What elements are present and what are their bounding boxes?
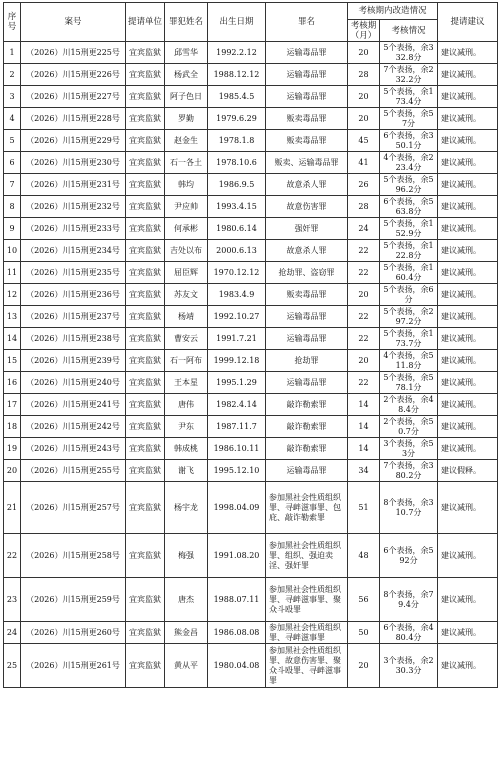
table-row <box>4 64 498 86</box>
cell-case-number: （2026）川15刑更239号 <box>21 350 126 372</box>
cell-crime: 故意杀人罪 <box>266 174 348 196</box>
table-row <box>4 86 498 108</box>
cell-suggestion: 建议减刑。 <box>438 394 498 416</box>
cell-unit: 宜宾监狱 <box>126 372 165 394</box>
cell-prisoner-name: 黄从平 <box>165 644 208 688</box>
cell-unit: 宜宾监狱 <box>126 42 165 64</box>
cell-case-number: （2026）川15刑更240号 <box>21 372 126 394</box>
cell-suggestion: 建议减刑。 <box>438 644 498 688</box>
cell-suggestion: 建议减刑。 <box>438 416 498 438</box>
cell-row-index: 12 <box>4 284 21 306</box>
cell-assessment-months: 14 <box>348 416 380 438</box>
table-row <box>4 42 498 64</box>
table-row <box>4 284 498 306</box>
cell-prisoner-name: 熊金昌 <box>165 622 208 644</box>
cell-prisoner-name: 韩成桃 <box>165 438 208 460</box>
cell-crime: 贩卖毒品罪 <box>266 130 348 152</box>
cell-assessment-months: 28 <box>348 196 380 218</box>
cell-suggestion: 建议减刑。 <box>438 622 498 644</box>
cell-prisoner-name: 杨靖 <box>165 306 208 328</box>
cell-case-number: （2026）川15刑更237号 <box>21 306 126 328</box>
cell-prisoner-name: 王本星 <box>165 372 208 394</box>
cell-birth-date: 1995.12.10 <box>208 460 266 482</box>
cell-unit: 宜宾监狱 <box>126 262 165 284</box>
cell-unit: 宜宾监狱 <box>126 86 165 108</box>
cell-suggestion: 建议减刑。 <box>438 152 498 174</box>
cell-prisoner-name: 唐杰 <box>165 578 208 622</box>
cell-assessment-months: 41 <box>348 152 380 174</box>
table-row <box>4 262 498 284</box>
cell-case-number: （2026）川15刑更236号 <box>21 284 126 306</box>
cell-prisoner-name: 赵金生 <box>165 130 208 152</box>
header-suggestion: 提请建议 <box>438 3 498 42</box>
cell-prisoner-name: 梅强 <box>165 534 208 578</box>
cell-crime: 运输毒品罪 <box>266 86 348 108</box>
cell-assessment-detail: 5个表扬，余122.8分 <box>380 240 438 262</box>
cell-case-number: （2026）川15刑更259号 <box>21 578 126 622</box>
cell-assessment-months: 22 <box>348 306 380 328</box>
cell-assessment-detail: 6个表扬，余480.4分 <box>380 622 438 644</box>
cell-unit: 宜宾监狱 <box>126 578 165 622</box>
cell-suggestion: 建议减刑。 <box>438 372 498 394</box>
cell-assessment-months: 20 <box>348 108 380 130</box>
cell-assessment-months: 24 <box>348 218 380 240</box>
cell-assessment-months: 56 <box>348 578 380 622</box>
cell-unit: 宜宾监狱 <box>126 218 165 240</box>
cell-suggestion: 建议减刑。 <box>438 306 498 328</box>
table-row <box>4 174 498 196</box>
cell-birth-date: 1986.10.11 <box>208 438 266 460</box>
table-row <box>4 460 498 482</box>
cell-row-index: 15 <box>4 350 21 372</box>
cell-assessment-detail: 5个表扬，余6分 <box>380 284 438 306</box>
cell-case-number: （2026）川15刑更257号 <box>21 482 126 534</box>
table-row <box>4 416 498 438</box>
cell-birth-date: 1982.4.14 <box>208 394 266 416</box>
cell-case-number: （2026）川15刑更238号 <box>21 328 126 350</box>
cell-birth-date: 1985.4.5 <box>208 86 266 108</box>
table-row <box>4 152 498 174</box>
table-row <box>4 644 498 688</box>
cell-row-index: 10 <box>4 240 21 262</box>
cell-assessment-detail: 6个表扬，余350.1分 <box>380 130 438 152</box>
cell-birth-date: 1998.04.09 <box>208 482 266 534</box>
cell-assessment-detail: 5个表扬，余297.2分 <box>380 306 438 328</box>
table-row <box>4 196 498 218</box>
table-row <box>4 438 498 460</box>
table-body <box>4 42 498 688</box>
cell-birth-date: 1988.12.12 <box>208 64 266 86</box>
table-row <box>4 350 498 372</box>
cell-crime: 贩卖、运输毒品罪 <box>266 152 348 174</box>
cell-row-index: 14 <box>4 328 21 350</box>
cell-row-index: 16 <box>4 372 21 394</box>
header-detail: 考核情况 <box>380 20 438 42</box>
cell-assessment-months: 20 <box>348 42 380 64</box>
cell-crime: 抢劫罪 <box>266 350 348 372</box>
cell-prisoner-name: 石一各土 <box>165 152 208 174</box>
cell-case-number: （2026）川15刑更228号 <box>21 108 126 130</box>
cell-assessment-detail: 3个表扬，余53分 <box>380 438 438 460</box>
cell-assessment-months: 20 <box>348 284 380 306</box>
cell-assessment-detail: 8个表扬，余79.4分 <box>380 578 438 622</box>
cell-birth-date: 1995.1.29 <box>208 372 266 394</box>
cell-assessment-detail: 5个表扬，余332.8分 <box>380 42 438 64</box>
cell-assessment-months: 51 <box>348 482 380 534</box>
table-row <box>4 394 498 416</box>
cell-prisoner-name: 邱雪华 <box>165 42 208 64</box>
commutation-table <box>3 2 498 688</box>
cell-crime: 参加黑社会性质组织罪、寻衅滋事罪、聚众斗殴罪 <box>266 578 348 622</box>
cell-case-number: （2026）川15刑更241号 <box>21 394 126 416</box>
cell-unit: 宜宾监狱 <box>126 64 165 86</box>
cell-birth-date: 2000.6.13 <box>208 240 266 262</box>
cell-crime: 抢劫罪、盗窃罪 <box>266 262 348 284</box>
cell-crime: 运输毒品罪 <box>266 306 348 328</box>
table-row <box>4 372 498 394</box>
cell-birth-date: 1978.10.6 <box>208 152 266 174</box>
cell-assessment-detail: 2个表扬，余48.4分 <box>380 394 438 416</box>
cell-assessment-months: 14 <box>348 438 380 460</box>
cell-row-index: 19 <box>4 438 21 460</box>
cell-assessment-months: 22 <box>348 262 380 284</box>
cell-suggestion: 建议减刑。 <box>438 86 498 108</box>
cell-suggestion: 建议减刑。 <box>438 130 498 152</box>
cell-unit: 宜宾监狱 <box>126 152 165 174</box>
cell-prisoner-name: 苏友文 <box>165 284 208 306</box>
cell-assessment-months: 34 <box>348 460 380 482</box>
cell-suggestion: 建议减刑。 <box>438 534 498 578</box>
cell-row-index: 4 <box>4 108 21 130</box>
cell-unit: 宜宾监狱 <box>126 622 165 644</box>
cell-unit: 宜宾监狱 <box>126 534 165 578</box>
cell-unit: 宜宾监狱 <box>126 174 165 196</box>
cell-crime: 运输毒品罪 <box>266 64 348 86</box>
cell-prisoner-name: 阿子色日 <box>165 86 208 108</box>
cell-crime: 敲诈勒索罪 <box>266 416 348 438</box>
cell-crime: 参加黑社会性质组织罪、寻衅滋事罪 <box>266 622 348 644</box>
cell-assessment-detail: 5个表扬，余173.7分 <box>380 328 438 350</box>
cell-birth-date: 1986.9.5 <box>208 174 266 196</box>
cell-case-number: （2026）川15刑更230号 <box>21 152 126 174</box>
header-crime: 罪名 <box>266 3 348 42</box>
cell-assessment-detail: 5个表扬，余578.1分 <box>380 372 438 394</box>
cell-row-index: 24 <box>4 622 21 644</box>
cell-prisoner-name: 尹应帅 <box>165 196 208 218</box>
cell-assessment-months: 20 <box>348 86 380 108</box>
cell-assessment-detail: 6个表扬，余563.8分 <box>380 196 438 218</box>
cell-assessment-detail: 4个表扬，余223.4分 <box>380 152 438 174</box>
cell-suggestion: 建议减刑。 <box>438 438 498 460</box>
cell-prisoner-name: 屈臣辉 <box>165 262 208 284</box>
cell-birth-date: 1979.6.29 <box>208 108 266 130</box>
cell-assessment-detail: 6个表扬，余592分 <box>380 534 438 578</box>
cell-assessment-detail: 8个表扬，余310.7分 <box>380 482 438 534</box>
cell-birth-date: 1999.12.18 <box>208 350 266 372</box>
cell-crime: 敲诈勒索罪 <box>266 438 348 460</box>
cell-prisoner-name: 唐伟 <box>165 394 208 416</box>
cell-birth-date: 1991.7.21 <box>208 328 266 350</box>
cell-crime: 强奸罪 <box>266 218 348 240</box>
cell-unit: 宜宾监狱 <box>126 394 165 416</box>
cell-assessment-months: 45 <box>348 130 380 152</box>
cell-suggestion: 建议减刑。 <box>438 64 498 86</box>
cell-assessment-detail: 7个表扬，余232.2分 <box>380 64 438 86</box>
cell-case-number: （2026）川15刑更260号 <box>21 622 126 644</box>
cell-row-index: 20 <box>4 460 21 482</box>
cell-birth-date: 1978.1.8 <box>208 130 266 152</box>
cell-row-index: 6 <box>4 152 21 174</box>
cell-crime: 参加黑社会性质组织罪、寻衅滋事罪、包庇、敲诈勒索罪 <box>266 482 348 534</box>
cell-assessment-months: 14 <box>348 394 380 416</box>
cell-crime: 运输毒品罪 <box>266 460 348 482</box>
cell-case-number: （2026）川15刑更261号 <box>21 644 126 688</box>
cell-crime: 运输毒品罪 <box>266 328 348 350</box>
cell-case-number: （2026）川15刑更243号 <box>21 438 126 460</box>
cell-row-index: 2 <box>4 64 21 86</box>
cell-row-index: 18 <box>4 416 21 438</box>
cell-crime: 故意杀人罪 <box>266 240 348 262</box>
header-case-number: 案号 <box>21 3 126 42</box>
cell-assessment-months: 20 <box>348 350 380 372</box>
cell-suggestion: 建议减刑。 <box>438 218 498 240</box>
cell-birth-date: 1970.12.12 <box>208 262 266 284</box>
cell-row-index: 22 <box>4 534 21 578</box>
cell-crime: 故意伤害罪 <box>266 196 348 218</box>
cell-crime: 运输毒品罪 <box>266 42 348 64</box>
table-row <box>4 534 498 578</box>
cell-assessment-months: 26 <box>348 174 380 196</box>
cell-case-number: （2026）川15刑更227号 <box>21 86 126 108</box>
cell-row-index: 3 <box>4 86 21 108</box>
header-period: 考核期（月） <box>348 20 380 42</box>
table-row <box>4 482 498 534</box>
cell-unit: 宜宾监狱 <box>126 328 165 350</box>
cell-birth-date: 1987.11.7 <box>208 416 266 438</box>
cell-assessment-detail: 5个表扬，余57分 <box>380 108 438 130</box>
cell-suggestion: 建议减刑。 <box>438 42 498 64</box>
cell-row-index: 13 <box>4 306 21 328</box>
cell-row-index: 23 <box>4 578 21 622</box>
cell-birth-date: 1988.07.11 <box>208 578 266 622</box>
cell-unit: 宜宾监狱 <box>126 416 165 438</box>
cell-prisoner-name: 尹东 <box>165 416 208 438</box>
cell-birth-date: 1993.4.15 <box>208 196 266 218</box>
cell-case-number: （2026）川15刑更234号 <box>21 240 126 262</box>
header-index: 序号 <box>4 3 21 42</box>
cell-prisoner-name: 韩均 <box>165 174 208 196</box>
cell-crime: 参加黑社会性质组织罪、组织、强迫卖淫、强奸罪 <box>266 534 348 578</box>
cell-prisoner-name: 杨宇龙 <box>165 482 208 534</box>
cell-row-index: 17 <box>4 394 21 416</box>
cell-birth-date: 1991.08.20 <box>208 534 266 578</box>
header-assessment-group: 考核期内改造情况 <box>348 3 438 20</box>
cell-row-index: 25 <box>4 644 21 688</box>
cell-suggestion: 建议减刑。 <box>438 350 498 372</box>
cell-row-index: 7 <box>4 174 21 196</box>
cell-birth-date: 1983.4.9 <box>208 284 266 306</box>
cell-row-index: 21 <box>4 482 21 534</box>
table-row <box>4 306 498 328</box>
cell-prisoner-name: 罗勤 <box>165 108 208 130</box>
cell-case-number: （2026）川15刑更255号 <box>21 460 126 482</box>
cell-crime: 参加黑社会性质组织罪、故意伤害罪、聚众斗殴罪、寻衅滋事罪 <box>266 644 348 688</box>
cell-prisoner-name: 杨武全 <box>165 64 208 86</box>
cell-suggestion: 建议减刑。 <box>438 284 498 306</box>
cell-assessment-detail: 5个表扬，余596.2分 <box>380 174 438 196</box>
cell-case-number: （2026）川15刑更225号 <box>21 42 126 64</box>
cell-birth-date: 1980.04.08 <box>208 644 266 688</box>
cell-case-number: （2026）川15刑更258号 <box>21 534 126 578</box>
table-row <box>4 218 498 240</box>
cell-assessment-detail: 5个表扬，余152.9分 <box>380 218 438 240</box>
cell-prisoner-name: 石一阿布 <box>165 350 208 372</box>
cell-prisoner-name: 曹安云 <box>165 328 208 350</box>
cell-assessment-months: 22 <box>348 240 380 262</box>
cell-birth-date: 1986.08.08 <box>208 622 266 644</box>
table-row <box>4 622 498 644</box>
cell-birth-date: 1992.2.12 <box>208 42 266 64</box>
table-row <box>4 240 498 262</box>
cell-suggestion: 建议减刑。 <box>438 482 498 534</box>
cell-case-number: （2026）川15刑更229号 <box>21 130 126 152</box>
cell-assessment-months: 48 <box>348 534 380 578</box>
cell-assessment-detail: 4个表扬，余511.8分 <box>380 350 438 372</box>
cell-suggestion: 建议假释。 <box>438 460 498 482</box>
cell-unit: 宜宾监狱 <box>126 460 165 482</box>
cell-suggestion: 建议减刑。 <box>438 240 498 262</box>
cell-unit: 宜宾监狱 <box>126 482 165 534</box>
cell-suggestion: 建议减刑。 <box>438 196 498 218</box>
cell-case-number: （2026）川15刑更242号 <box>21 416 126 438</box>
cell-birth-date: 1992.10.27 <box>208 306 266 328</box>
cell-crime: 贩卖毒品罪 <box>266 284 348 306</box>
cell-prisoner-name: 吉处以布 <box>165 240 208 262</box>
cell-unit: 宜宾监狱 <box>126 130 165 152</box>
cell-row-index: 8 <box>4 196 21 218</box>
cell-case-number: （2026）川15刑更233号 <box>21 218 126 240</box>
header-unit: 提请单位 <box>126 3 165 42</box>
cell-assessment-months: 22 <box>348 372 380 394</box>
cell-suggestion: 建议减刑。 <box>438 328 498 350</box>
cell-case-number: （2026）川15刑更226号 <box>21 64 126 86</box>
cell-assessment-detail: 2个表扬，余50.7分 <box>380 416 438 438</box>
cell-row-index: 11 <box>4 262 21 284</box>
cell-suggestion: 建议减刑。 <box>438 174 498 196</box>
cell-row-index: 9 <box>4 218 21 240</box>
cell-unit: 宜宾监狱 <box>126 108 165 130</box>
cell-crime: 贩卖毒品罪 <box>266 108 348 130</box>
cell-prisoner-name: 谢飞 <box>165 460 208 482</box>
cell-prisoner-name: 何承彬 <box>165 218 208 240</box>
table-row <box>4 130 498 152</box>
cell-assessment-months: 20 <box>348 644 380 688</box>
cell-assessment-months: 28 <box>348 64 380 86</box>
cell-assessment-detail: 5个表扬，余173.4分 <box>380 86 438 108</box>
cell-case-number: （2026）川15刑更231号 <box>21 174 126 196</box>
cell-unit: 宜宾监狱 <box>126 240 165 262</box>
cell-unit: 宜宾监狱 <box>126 438 165 460</box>
cell-assessment-detail: 7个表扬，余380.2分 <box>380 460 438 482</box>
cell-crime: 敲诈勒索罪 <box>266 394 348 416</box>
cell-unit: 宜宾监狱 <box>126 644 165 688</box>
cell-suggestion: 建议减刑。 <box>438 262 498 284</box>
cell-assessment-months: 22 <box>348 328 380 350</box>
table-row <box>4 328 498 350</box>
header-birth-date: 出生日期 <box>208 3 266 42</box>
cell-row-index: 5 <box>4 130 21 152</box>
cell-unit: 宜宾监狱 <box>126 284 165 306</box>
cell-suggestion: 建议减刑。 <box>438 578 498 622</box>
cell-assessment-months: 50 <box>348 622 380 644</box>
table-row <box>4 108 498 130</box>
cell-unit: 宜宾监狱 <box>126 350 165 372</box>
cell-birth-date: 1980.6.14 <box>208 218 266 240</box>
cell-case-number: （2026）川15刑更232号 <box>21 196 126 218</box>
cell-unit: 宜宾监狱 <box>126 306 165 328</box>
cell-row-index: 1 <box>4 42 21 64</box>
table-row <box>4 578 498 622</box>
cell-assessment-detail: 5个表扬，余160.4分 <box>380 262 438 284</box>
cell-crime: 运输毒品罪 <box>266 372 348 394</box>
cell-case-number: （2026）川15刑更235号 <box>21 262 126 284</box>
cell-assessment-detail: 3个表扬，余230.3分 <box>380 644 438 688</box>
cell-unit: 宜宾监狱 <box>126 196 165 218</box>
cell-suggestion: 建议减刑。 <box>438 108 498 130</box>
header-name: 罪犯姓名 <box>165 3 208 42</box>
